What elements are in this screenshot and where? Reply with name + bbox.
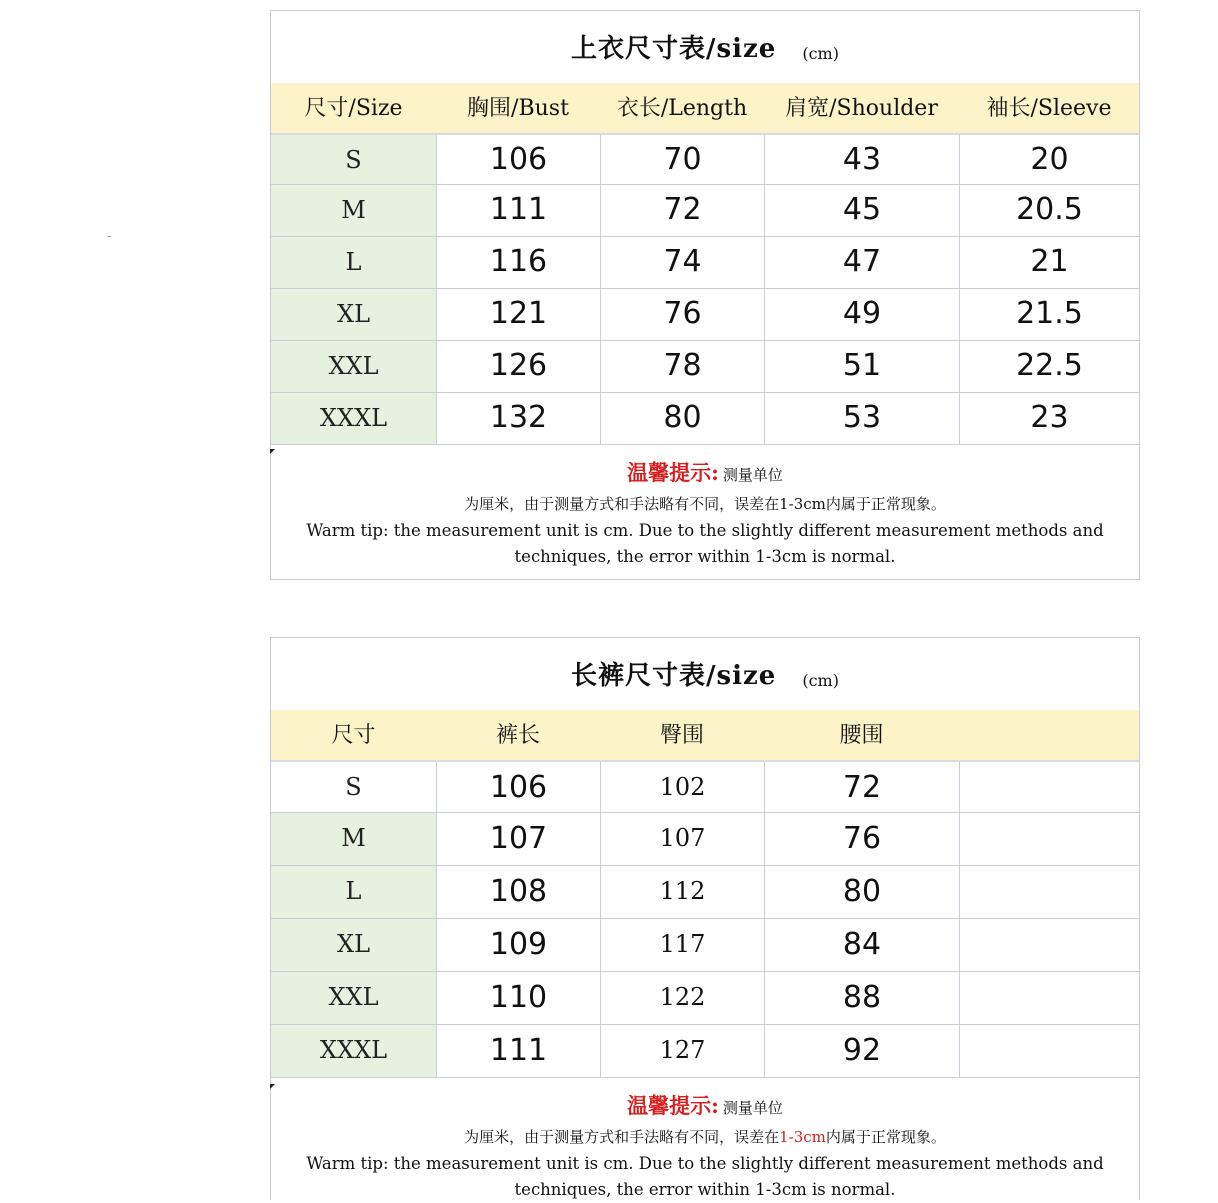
top-table-cell: 106 (436, 135, 600, 184)
pants-table-row (271, 866, 1139, 919)
top-table-cell: 74 (600, 237, 764, 288)
pants-table-cell: 109 (436, 919, 600, 971)
pants-table-cell: 84 (764, 919, 959, 971)
top-table-cell: XXXL (271, 393, 436, 444)
pants-table-cell: M (271, 813, 436, 865)
top-table-cell: XXL (271, 341, 436, 392)
pants-table-cell (959, 813, 1139, 865)
pants-size-chart (270, 637, 1140, 1200)
top-size-chart (270, 10, 1140, 580)
top-table-row (271, 237, 1139, 289)
pants-tip-heading: 温馨提示: (627, 1093, 719, 1118)
pants-table-cell: 72 (764, 762, 959, 812)
top-table-row (271, 133, 1139, 185)
top-table-cell: 121 (436, 289, 600, 340)
top-table-cell: 72 (600, 185, 764, 236)
top-table-cell: 126 (436, 341, 600, 392)
top-table-cell: 51 (764, 341, 959, 392)
top-table-cell: 49 (764, 289, 959, 340)
top-table-cell: 76 (600, 289, 764, 340)
pants-table-cell: 107 (600, 813, 764, 865)
pants-table-cell (959, 866, 1139, 918)
top-table-cell: 116 (436, 237, 600, 288)
top-table-cell: 23 (959, 393, 1139, 444)
top-table-cell: 47 (764, 237, 959, 288)
pants-table-cell: XXL (271, 972, 436, 1024)
top-table-cell: 78 (600, 341, 764, 392)
pants-chart-unit: (cm) (802, 671, 839, 690)
pants-table-cell: 102 (600, 762, 764, 812)
pants-warm-tip (271, 1078, 1139, 1203)
pants-table-cell: 92 (764, 1025, 959, 1077)
top-table-cell: 20 (959, 135, 1139, 184)
top-tip-chinese: 为厘米，由于测量方式和手法略有不同，误差在1-3cm内属于正常现象。 (464, 495, 946, 513)
stray-mark (108, 236, 111, 237)
pants-table-row (271, 972, 1139, 1025)
corner-mark (270, 1084, 275, 1089)
pants-table-cell: 108 (436, 866, 600, 918)
top-table-row (271, 393, 1139, 445)
pants-table-cell: 88 (764, 972, 959, 1024)
pants-table-row (271, 813, 1139, 866)
pants-table-cell: 80 (764, 866, 959, 918)
pants-table-row (271, 760, 1139, 813)
pants-table-cell: 107 (436, 813, 600, 865)
pants-table-cell: 111 (436, 1025, 600, 1077)
top-table-cell: 80 (600, 393, 764, 444)
top-header-length: 衣长/Length (616, 96, 748, 121)
pants-tip-cn-before: 为厘米，由于测量方式和手法略有不同，误差在 (464, 1128, 780, 1146)
top-table-cell: 132 (436, 393, 600, 444)
top-header-shoulder: 肩宽/Shoulder (785, 96, 938, 121)
pants-header-waist: 腰围 (839, 723, 884, 748)
pants-chart-title: 长裤尺寸表/size (571, 661, 777, 691)
top-tip-heading: 温馨提示: (627, 460, 719, 485)
pants-table-body (271, 760, 1139, 1078)
pants-tip-english: Warm tip: the measurement unit is cm. Due to the slightly different measurement methods and techniques, the error within 1-3cm is normal. (306, 1154, 1104, 1199)
top-table-row (271, 341, 1139, 393)
top-header-row (271, 83, 1139, 133)
top-tip-unit-note: 测量单位 (722, 466, 783, 484)
top-table-cell: 43 (764, 135, 959, 184)
top-table-cell: 20.5 (959, 185, 1139, 236)
top-table-cell: 70 (600, 135, 764, 184)
pants-table-row (271, 919, 1139, 972)
pants-table-row (271, 1025, 1139, 1078)
top-table-body (271, 133, 1139, 445)
top-table-cell: 21 (959, 237, 1139, 288)
pants-header-row (271, 710, 1139, 760)
pants-chart-title-row (271, 638, 1139, 710)
top-tip-english: Warm tip: the measurement unit is cm. Due to the slightly different measurement methods and techniques, the error within 1-3cm is normal. (306, 521, 1104, 566)
top-header-sleeve: 袖长/Sleeve (986, 96, 1112, 121)
pants-header-length: 裤长 (495, 723, 540, 748)
top-chart-title-row (271, 11, 1139, 83)
top-table-row (271, 289, 1139, 341)
top-chart-title: 上衣尺寸表/size (571, 34, 777, 64)
pants-table-cell: S (271, 762, 436, 812)
pants-header-size: 尺寸 (331, 723, 376, 748)
top-table-row (271, 185, 1139, 237)
pants-table-cell: 117 (600, 919, 764, 971)
top-table-cell: 22.5 (959, 341, 1139, 392)
pants-table-cell: 112 (600, 866, 764, 918)
top-table-cell: 45 (764, 185, 959, 236)
pants-table-cell: 106 (436, 762, 600, 812)
pants-tip-cn-highlight: 1-3cm (779, 1128, 826, 1146)
corner-mark (270, 449, 275, 454)
pants-header-hip: 臀围 (659, 723, 704, 748)
top-table-cell: 53 (764, 393, 959, 444)
pants-table-cell: XXXL (271, 1025, 436, 1077)
pants-table-cell: L (271, 866, 436, 918)
top-table-cell: 111 (436, 185, 600, 236)
top-table-cell: M (271, 185, 436, 236)
top-table-cell: S (271, 135, 436, 184)
top-table-cell: L (271, 237, 436, 288)
pants-table-cell: 110 (436, 972, 600, 1024)
pants-tip-chinese (271, 1126, 1139, 1147)
pants-table-cell: XL (271, 919, 436, 971)
top-warm-tip (271, 445, 1139, 570)
pants-table-cell (959, 972, 1139, 1024)
pants-table-cell: 122 (600, 972, 764, 1024)
pants-table-cell: 127 (600, 1025, 764, 1077)
pants-table-cell (959, 1025, 1139, 1077)
top-table-cell: 21.5 (959, 289, 1139, 340)
pants-table-cell: 76 (764, 813, 959, 865)
top-table-cell: XL (271, 289, 436, 340)
top-header-size: 尺寸/Size (304, 96, 403, 121)
pants-tip-unit-note: 测量单位 (722, 1099, 783, 1117)
top-chart-unit: (cm) (802, 44, 839, 63)
pants-table-cell (959, 762, 1139, 812)
top-header-bust: 胸围/Bust (467, 96, 569, 121)
pants-header-empty (959, 710, 1139, 760)
pants-table-cell (959, 919, 1139, 971)
pants-tip-cn-after: 内属于正常现象。 (825, 1128, 946, 1146)
